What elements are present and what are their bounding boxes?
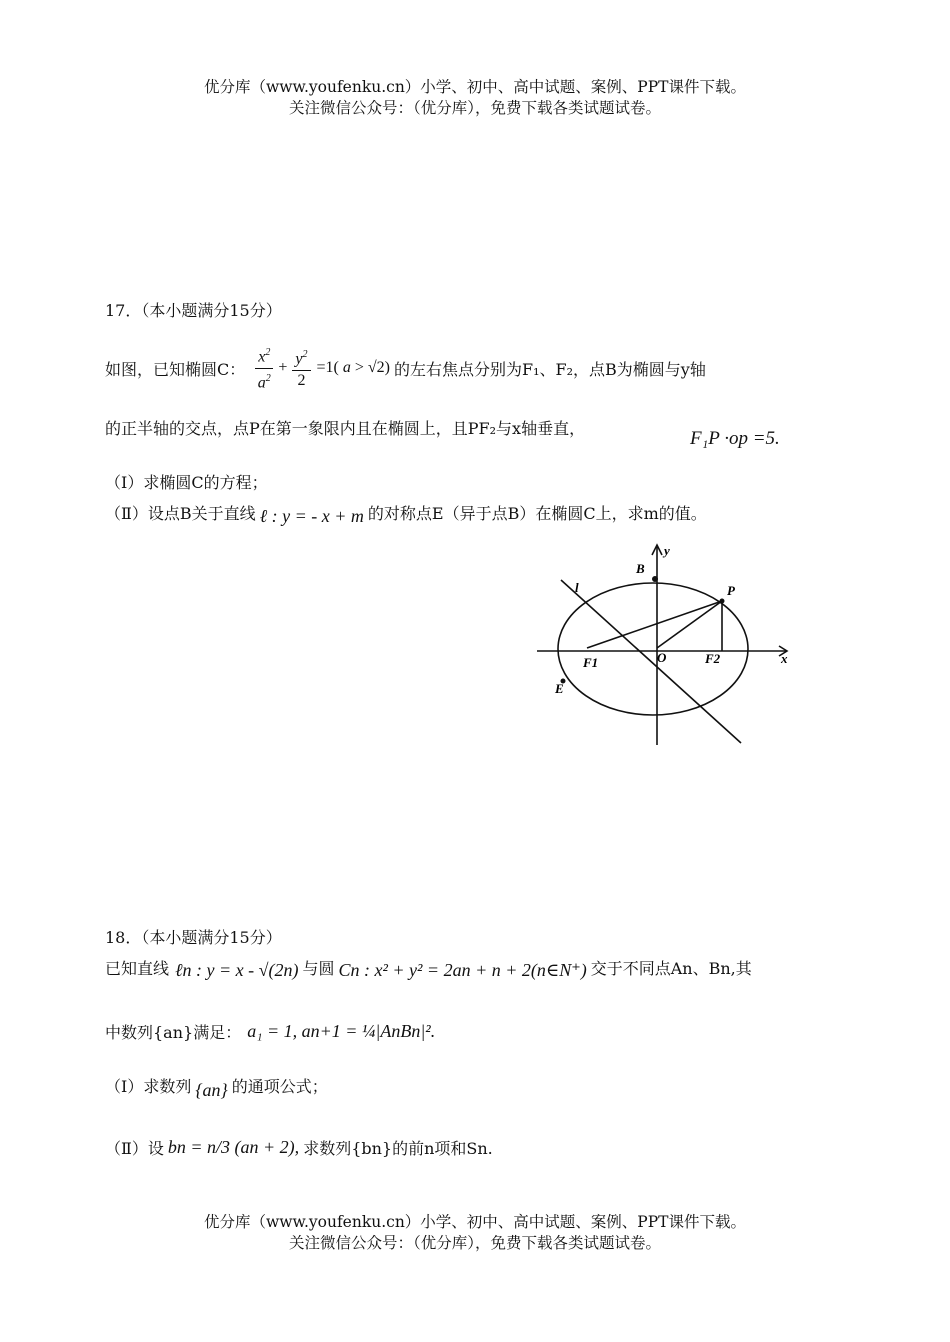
footer-line-2: 关注微信公众号：（优分库），免费下载各类试题试卷。 (288, 1234, 661, 1252)
dot-product-formula: F₁P ·op =5. (690, 428, 780, 449)
q18-intro-line (105, 954, 752, 981)
q18-line2-a: 中数列{an}满足： (105, 1023, 242, 1042)
q18-heading: 18．（本小题满分15分） (105, 928, 282, 947)
q18-part1-b: 的通项公式； (231, 1077, 328, 1096)
sequence-formula: a₁ = 1, an+1 = ¼|AnBn|². (247, 1021, 436, 1041)
header-line-2: 关注微信公众号：（优分库），免费下载各类试题试卷。 (288, 99, 661, 117)
q18-part2-b: 求数列{bn}的前n项和Sn. (303, 1139, 493, 1158)
label-y: y (664, 543, 670, 558)
label-f1: F1 (583, 655, 599, 670)
line-l-formula: ℓ : y = - x + m (259, 506, 364, 526)
label-p: P (727, 583, 735, 598)
sequence-an: {an} (195, 1080, 228, 1100)
bn-formula: bn = n/3 (an + 2), (167, 1137, 300, 1157)
q17-intro-a: 如图，已知椭圆C： (105, 359, 246, 379)
q17-line2: 的正半轴的交点，点P在第一象限内且在椭圆上，且PF₂与x轴垂直， (105, 419, 586, 438)
ellipse-figure (525, 535, 795, 750)
label-l: l (575, 580, 579, 595)
label-x: x (781, 651, 788, 666)
q18-part2 (105, 1136, 493, 1159)
q17-intro-line (105, 340, 706, 396)
q17-heading: 17．（本小题满分15分） (105, 301, 282, 320)
q18-part2-a: （Ⅱ）设 (105, 1139, 164, 1158)
q18-intro-a: 已知直线 (105, 959, 170, 978)
q17-part1: （Ⅰ）求椭圆C的方程； (105, 473, 268, 492)
segment-f1-p (587, 601, 722, 648)
q18-intro-c: 交于不同点An、Bn,其 (590, 959, 752, 978)
q17-part2 (105, 498, 707, 527)
footer-line-1: 优分库（www.youfenku.cn）小学、初中、高中试题、案例、PPT课件下载。 (203, 1213, 747, 1231)
line-ln-formula: ℓn : y = x - √(2n) (175, 960, 299, 980)
q18-part1 (105, 1070, 328, 1101)
q18-part1-a: （Ⅰ）求数列 (105, 1077, 192, 1096)
header-line-1: 优分库（www.youfenku.cn）小学、初中、高中试题、案例、PPT课件下载。 (203, 78, 747, 96)
label-f2: F2 (705, 651, 721, 666)
point-p (720, 599, 725, 604)
label-b: B (636, 561, 645, 576)
ellipse-equation: $\frac{x^2}{a^2}$ + $\frac{y^2}{2}$ =1( a > √2) (253, 343, 390, 393)
circle-cn-formula: Cn : x² + y² = 2an + n + 2(n∈N⁺) (338, 960, 587, 980)
q17-part2-a: （Ⅱ）设点B关于直线 (105, 504, 256, 523)
q18-intro-b: 与圆 (302, 959, 335, 978)
q17-intro-b: 的左右焦点分别为F₁、F₂，点B为椭圆与y轴 (394, 359, 706, 379)
segment-o-p (657, 601, 722, 648)
label-o: O (657, 650, 667, 665)
point-b (652, 576, 658, 582)
label-e: E (555, 681, 564, 696)
q18-line2 (105, 1020, 435, 1043)
q17-part2-b: 的对称点E（异于点B）在椭圆C上，求m的值。 (367, 504, 707, 523)
